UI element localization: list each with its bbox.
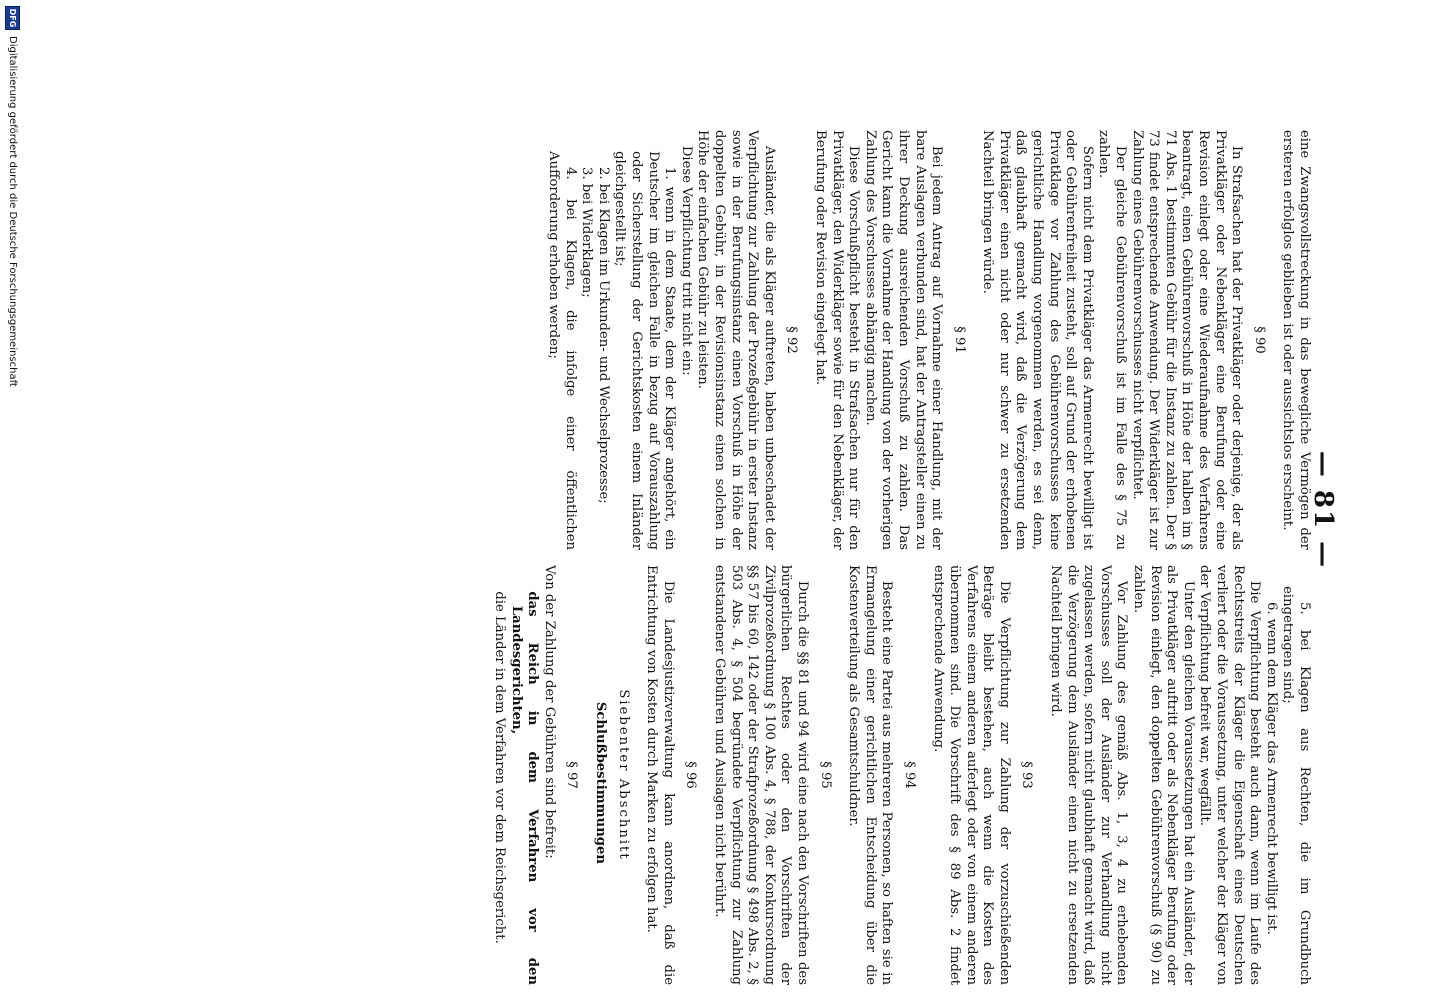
list-item: das Reich in dem Verfahren vor den Landesgerichten, [508, 591, 541, 985]
credit-text: Digitalisierung gefördert durch die Deutsche Forschungsgemeinschaft [7, 36, 19, 387]
section-title: § 93 [1019, 761, 1035, 789]
paragraph: Bei jedem Antrag auf Vornahme einer Handlung, mit der bare Auslagen verbunden sind, hat der Antragsteller einen zu ihrer Deckung ausreichenden Vorschuß zu zahlen. Das Gericht kann die Vornahme der Handlung von der vorherigen Zahlung des Vorschusses abhängig machen. [862, 130, 945, 550]
paragraph: eine Zwangsvollstreckung in das bewegliche Vermögen der ersteren erfolglos geblieben ist oder aussichtslos erscheint. [1280, 130, 1312, 550]
list-item: 6. wenn dem Kläger das Armenrecht bewilligt ist. [1263, 601, 1279, 935]
left-column [544, 130, 1312, 550]
page-number: — 81 — [1308, 450, 1338, 570]
dfg-logo-icon: DFG [6, 6, 21, 30]
list-item: 4. bei Klagen, die infolge einer öffentlichen Aufforderung erhoben werden; [546, 151, 578, 550]
list-item: die Länder in dem Verfahren vor dem Reichsgericht. [492, 591, 508, 944]
section-title: § 90 [1251, 326, 1267, 354]
chapter-heading: Siebenter Abschnitt [615, 689, 631, 861]
paragraph: Diese Verpflichtung tritt nicht ein: [678, 145, 694, 376]
paragraph: Unter den gleichen Voraussetzungen hat ein Ausländer, der als Privatkläger auftritt oder als Nebenkläger Berufung oder Revision einlegt, den doppelten Gebührenvorschuß (§ 90) zu zahlen. [1131, 565, 1196, 985]
section-title: § 91 [951, 326, 967, 354]
list-item: 1. wenn in dem Staate, dem der Kläger angehört, ein Deutscher im gleichen Falle in bezug auf Vorauszahlung oder Sicherstellung der Gerichtskosten einem Inländer gleichgestellt ist; [612, 151, 678, 550]
paragraph: Der gleiche Gebührenvorschuß ist im Falle des § 75 zu zahlen. [1096, 130, 1129, 550]
paragraph: In Strafsachen hat der Privatkläger oder derjenige, der als Privatkläger oder Nebenkläger eine Berufung oder eine Revision einlegt oder eine Wiederaufnahme des Verfahrens beantragt, einen Gebührenvorschuß in Höhe der halben im § 71 Abs. 1 bestimmten Gebühr für die Instanz zu zahlen. Der § 73 findet entsprechende Anwendung. Der Widerkläger ist zur Zahlung eines Gebührenvorschusses nicht verpflichtet. [1129, 130, 1245, 550]
list-item: 3. bei Widerklagen; [579, 166, 595, 298]
paragraph: Sofern nicht dem Privatkläger das Armenrecht bewilligt ist oder Gebührenfreiheit zusteht, soll auf Grund der erhobenen Privatklage vor Zahlung des Gebührenvorschusses keine gerichtliche Handlung vorgenommen werden, es sei denn, daß glaubhaft gemacht wird, daß die Verzögerung dem Privatkläger einen nicht oder nur schwer zu ersetzenden Nachteil bringen würde. [980, 130, 1095, 550]
paragraph: Diese Vorschußpflicht besteht in Strafsachen nur für den Privatkläger, den Widerkläger sowie für den Nebenkläger, der Berufung oder Revision eingelegt hat. [812, 130, 862, 550]
section-title: § 96 [683, 761, 699, 789]
paragraph: Von der Zahlung der Gebühren sind befreit: [541, 565, 557, 859]
digitization-credit [4, 0, 22, 1000]
section-title: § 95 [817, 761, 833, 789]
paragraph: Die Verpflichtung zur Zahlung der vorzuschießenden Beträge bleibt bestehen, auch wenn die Kosten des Verfahrens einem anderen auferlegt oder von einem anderen übernommen sind. Die Vorschrift des § 89 Abs. 2 findet entsprechende Anwendung. [930, 565, 1012, 985]
section-title: § 92 [784, 326, 800, 354]
paragraph: Die Landesjustizverwaltung kann anordnen, daß die Entrichtung von Kosten durch Marken zu erfolgen hat. [644, 565, 676, 985]
paragraph: Ausländer, die als Kläger auftreten, haben unbeschadet der Verpflichtung zur Zahlung der Prozeßgebühr in erster Instanz sowie in der Berufungsinstanz einen Vorschuß in Höhe der doppelten Gebühr, in der Revisionsinstanz einen solchen in Höhe der einfachen Gebühr zu leisten. [695, 130, 777, 550]
section-title: § 97 [564, 761, 580, 789]
section-title: § 94 [901, 761, 917, 789]
paragraph: Besteht eine Partei aus mehreren Personen, so haften sie in Ermangelung einer gerichtlichen Entscheidung über die Kostenverteilung als Gesamtschuldner. [846, 565, 895, 985]
paragraph: Vor Zahlung des gemäß Abs. 1, 3, 4 zu erhebenden Vorschusses soll der Ausländer zur Verhandlung nicht zugelassen werden, sofern nicht glaubhaft gemacht wird, daß die Verzögerung dem Ausländer einen nicht zu ersetzenden Nachteil bringen wird. [1048, 565, 1130, 985]
right-column [490, 565, 1312, 985]
paragraph: Durch die §§ 81 und 94 wird eine nach den Vorschriften des bürgerlichen Rechtes oder den Vorschriften der Zivilprozeßordnung § 100 Abs. 4, § 788, der Konkursordnung §§ 57 bis 60, 142 oder der Strafprozeßordnung § 498 Abs. 2, § 503 Abs. 4, § 504 begründete Verpflichtung zur Zahlung entstandener Gebühren und Auslagen nicht berührt. [712, 565, 810, 985]
paragraph: Die Verpflichtung besteht auch dann, wenn im Laufe des Rechtsstreits der Kläger die Eigenschaft eines Deutschen verliert oder die Voraussetzung, unter welcher der Kläger von der Verpflichtung befreit war, wegfällt. [1197, 565, 1263, 985]
chapter-subheading: Schlußbestimmungen [593, 701, 609, 864]
list-item: 5. bei Klagen aus Rechten, die im Grundbuch eingetragen sind; [1280, 586, 1312, 985]
list-item: 2. bei Klagen im Urkunden- und Wechselprozesse; [595, 166, 611, 504]
